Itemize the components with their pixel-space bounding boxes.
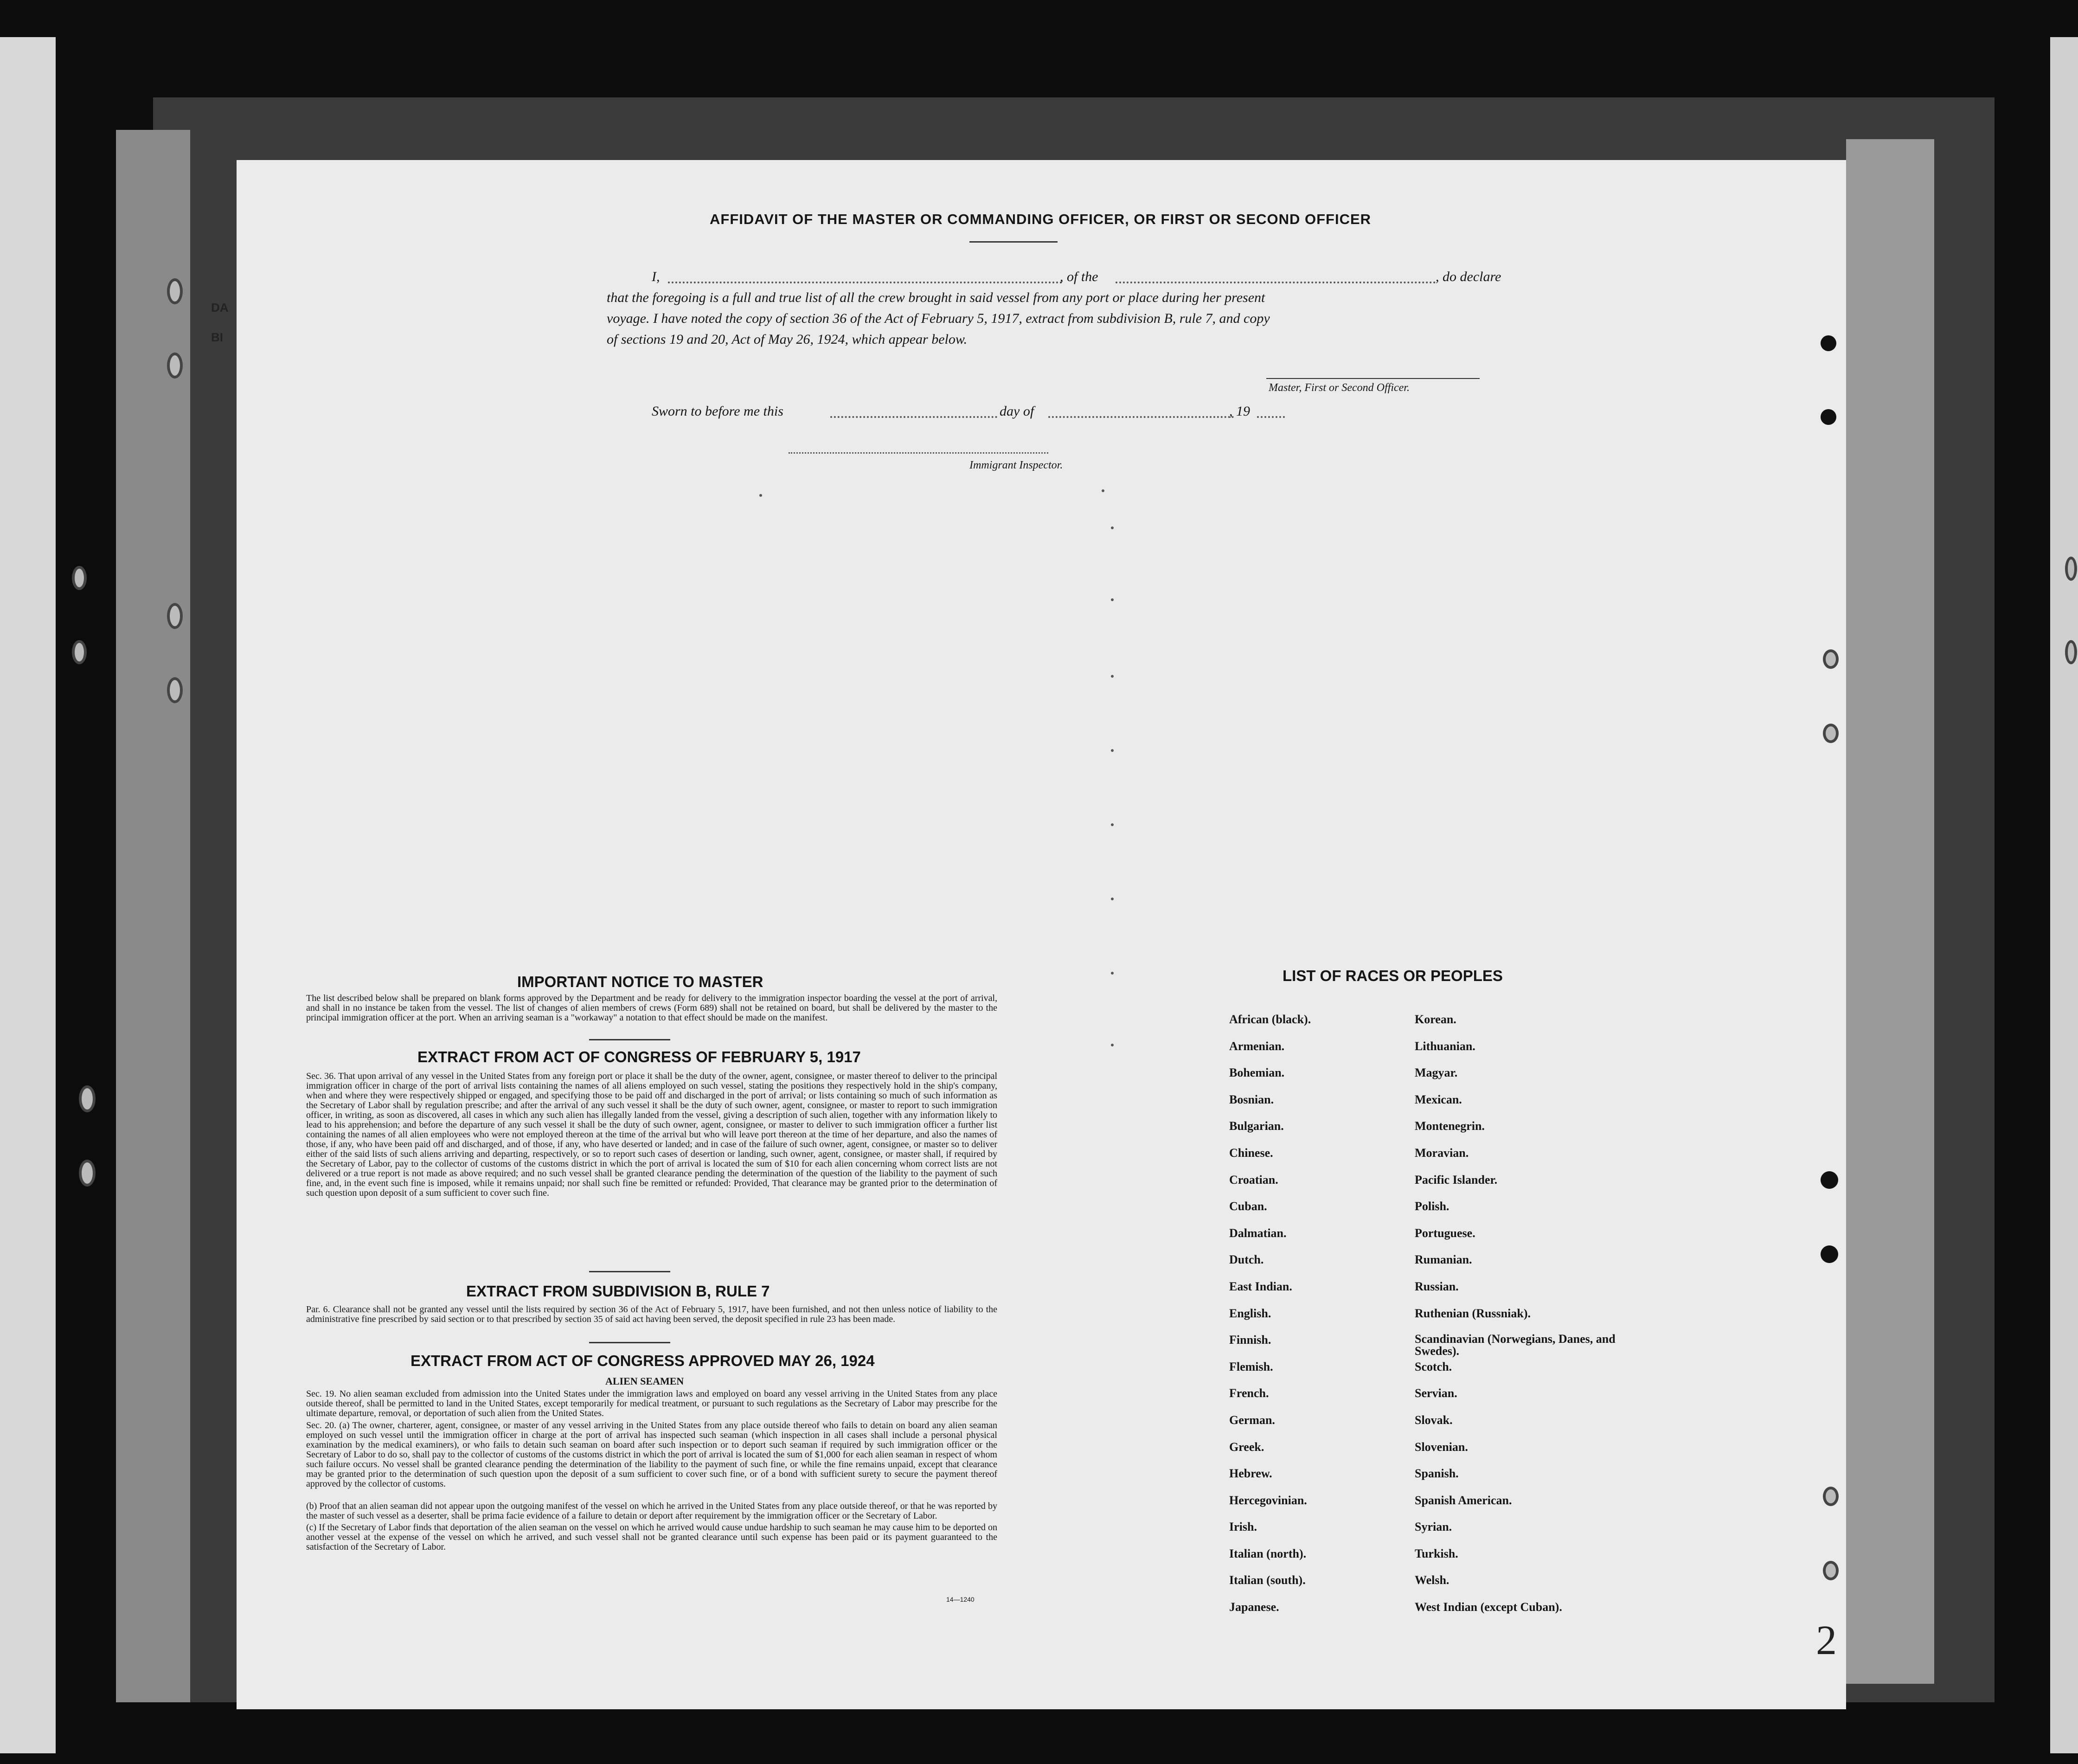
race-item: Chinese. <box>1229 1146 1273 1160</box>
race-item: Finnish. <box>1229 1333 1271 1347</box>
race-item: Hercegovinian. <box>1229 1493 1307 1507</box>
affidavit-line: of sections 19 and 20, Act of May 26, 1924, which appear below. <box>607 332 968 347</box>
year-text: , 19 <box>1229 404 1250 419</box>
year-blank <box>1257 416 1285 418</box>
extract-rule7-title: EXTRACT FROM SUBDIVISION B, RULE 7 <box>466 1283 770 1300</box>
race-item: Japanese. <box>1229 1600 1279 1614</box>
race-item: Spanish. <box>1415 1467 1459 1481</box>
race-item: East Indian. <box>1229 1279 1292 1293</box>
race-item: Welsh. <box>1415 1573 1449 1587</box>
extract-rule7-body: Par. 6. Clearance shall not be granted any vessel until the lists required by section 36 of the Act of February 5, 1917, have been furnished, and not then unless notice of liability to the administrative fine prescribed by said section or to that prescribed by section 35 of said act having been served, the deposit specified in rule 23 has been made. <box>306 1304 997 1324</box>
signature-line <box>1266 378 1480 379</box>
race-item: Lithuanian. <box>1415 1039 1475 1053</box>
race-item: English. <box>1229 1306 1271 1320</box>
race-item: African (black). <box>1229 1013 1311 1026</box>
race-item: Portuguese. <box>1415 1226 1475 1240</box>
race-item: German. <box>1229 1413 1275 1427</box>
race-item: Greek. <box>1229 1440 1264 1454</box>
manifest-back-page <box>237 160 1846 1709</box>
section-20a-text: Sec. 20. (a) The owner, charterer, agent, consignee, or master of any vessel arriving in the United States from any place outside thereof who fails to detain on board any alien seaman employed on such vessel until the immigration officer in charge at the port of arrival has inspected such seaman (which inspection in all cases shall include a personal physical examination by the medical examiners), or who fails to detain such seaman on board after such inspection or to deport such seaman if required by such immigration officer or the Secretary of Labor to do so, shall pay to the collector of customs of the customs district in which the port of arrival is located the sum of $1,000 for each alien seaman in respect of whom such failure occurs. No vessel shall be granted clearance pending the determination of the liability to the payment of such fine, or while the fine remains unpaid, except that clearance may be granted prior to the determination of such question upon the deposit of a sum sufficient to cover such fine, or of a bond with sufficient surety to secure the payment thereof approved by the collector of customs. <box>306 1420 997 1489</box>
stray-mark <box>759 494 762 497</box>
race-item: West Indian (except Cuban). <box>1415 1600 1562 1614</box>
day-of-text: day of <box>1000 404 1034 419</box>
name-blank <box>668 282 1062 283</box>
race-item: Armenian. <box>1229 1039 1285 1053</box>
race-item: Polish. <box>1415 1200 1449 1213</box>
race-item: Ruthenian (Russniak). <box>1415 1306 1531 1320</box>
binder-hole-icon <box>2065 640 2077 664</box>
binder-hole-icon <box>167 603 183 629</box>
race-item: Rumanian. <box>1415 1253 1472 1267</box>
races-right-column <box>1415 1013 1619 1627</box>
stray-mark <box>1111 526 1114 529</box>
race-item: Pacific Islander. <box>1415 1173 1498 1187</box>
race-item: Cuban. <box>1229 1200 1267 1213</box>
binder-hole-icon <box>1823 724 1839 743</box>
notice-title: IMPORTANT NOTICE TO MASTER <box>517 973 763 990</box>
race-item: Dutch. <box>1229 1253 1264 1267</box>
race-item: Dalmatian. <box>1229 1226 1287 1240</box>
binder-hole-icon <box>79 1085 96 1112</box>
sworn-text: Sworn to before me this <box>652 404 783 419</box>
affidavit-of-the: , of the <box>1060 269 1098 284</box>
race-item: Syrian. <box>1415 1520 1452 1534</box>
section-divider <box>589 1271 670 1272</box>
race-item: Hebrew. <box>1229 1467 1272 1481</box>
race-item: Scotch. <box>1415 1360 1452 1373</box>
race-item: Spanish American. <box>1415 1493 1512 1507</box>
alien-seamen-subtitle: ALIEN SEAMEN <box>605 1375 684 1387</box>
binder-hole-icon <box>2065 557 2077 581</box>
section-divider <box>589 1342 670 1343</box>
punch-hole-icon <box>1821 335 1836 351</box>
stray-mark <box>1102 489 1104 492</box>
race-item: Croatian. <box>1229 1173 1278 1187</box>
race-item: French. <box>1229 1386 1269 1400</box>
race-item: Bulgarian. <box>1229 1119 1284 1133</box>
punch-hole-icon <box>1821 409 1836 425</box>
race-item: Korean. <box>1415 1013 1456 1026</box>
stray-mark <box>1111 972 1114 975</box>
race-item: Italian (south). <box>1229 1573 1306 1587</box>
binder-hole-icon <box>1823 649 1839 669</box>
punch-hole-icon <box>1821 1245 1838 1263</box>
form-number: 14—1240 <box>946 1596 975 1603</box>
race-item: Mexican. <box>1415 1092 1462 1106</box>
binder-hole-icon <box>72 640 87 664</box>
section-19-text: Sec. 19. No alien seaman excluded from admission into the United States under the immigration laws and employed on board any vessel arriving in the United States from any place outside thereof, shall be permitted to land in the United States, except temporarily for medical treatment, or pursuant to such regulations as the Secretary of Labor may prescribe for the ultimate departure, removal, or deportation of such alien from the United States. <box>306 1389 997 1418</box>
races-title: LIST OF RACES OR PEOPLES <box>1283 967 1503 984</box>
races-left-column <box>1229 1013 1415 1627</box>
title-underline <box>969 241 1058 243</box>
stray-mark <box>1111 823 1114 826</box>
inspector-caption: Immigrant Inspector. <box>969 459 1063 471</box>
underlying-tab-label: BI <box>211 330 223 344</box>
punch-hole-icon <box>1821 1171 1838 1189</box>
stray-mark <box>1111 749 1114 752</box>
left-backing-strip <box>0 37 56 1753</box>
affidavit-line: voyage. I have noted the copy of section 36 of the Act of February 5, 1917, extract from subdivision B, rule 7, and copy <box>607 311 1270 326</box>
race-item: Slovenian. <box>1415 1440 1468 1454</box>
signature-caption: Master, First or Second Officer. <box>1269 382 1410 394</box>
underlying-tab-label: DA <box>211 301 229 314</box>
binder-hole-icon <box>167 353 183 378</box>
binder-hole-icon <box>79 1160 96 1187</box>
affidavit-declare: , do declare <box>1436 269 1501 284</box>
race-item: Montenegrin. <box>1415 1119 1485 1133</box>
extract-1917-body: Sec. 36. That upon arrival of any vessel in the United States from any foreign port or place it shall be the duty of the owner, agent, consignee, or master thereof to deliver to the principal immigration officer in charge of the port of arrival lists containing the names of all aliens employed on such vessel, stating the positions they respectively hold in the ship's company, when and where they were respectively shipped or engaged, and specifying those to be paid off and discharged in the port of arrival; or lists containing so much of such information as the Secretary of Labor shall by regulation prescribe; and after the arrival of any such vessel it shall be the duty of such owner, agent, consignee, or master to report to such immigration officer, in writing, as soon as discovered, all cases in which any such alien has illegally landed from the vessel, giving a description of such alien, together with any information likely to lead to his apprehension; and before the departure of any such vessel it shall be the duty of such owner, agent, consignee, or master to deliver to such immigration officer a further list containing the names of all alien employees who were not employed thereon at the time of the arrival but who will leave port thereon at the time of her departure, and also the names of those, if any, who have been paid off and discharged, and of those, if any, who have deserted or landed; and in case of the failure of such owner, agent, consignee, or master so to deliver either of the said lists of such aliens arriving and departing, respectively, or so to report such cases of desertion or landing, such owner, agent, consignee, or master shall, if required by the Secretary of Labor, pay to the collector of customs of the customs district in which the port of arrival is located the sum of $10 for each alien concerning whom correct lists are not delivered or a true report is not made as above required; and no such vessel shall be granted clearance pending the determination of the question of the liability to the payment of such fine, and, in the event such fine is imposed, while it remains unpaid; nor shall such fine be remitted or refunded: Provided, That clearance may be granted prior to the determination of such question upon deposit of a sum sufficient to cover such fine. <box>306 1071 997 1198</box>
affidavit-title: AFFIDAVIT OF THE MASTER OR COMMANDING OFFICER, OR FIRST OR SECOND OFFICER <box>710 211 1372 227</box>
right-backing-strip <box>2050 37 2078 1753</box>
section-20c-text: (c) If the Secretary of Labor finds that deportation of the alien seaman on the vessel on which he arrived would cause undue hardship to such seaman he may cause him to be deported on another vessel at the expense of the vessel on which he arrived, and such vessel shall not be granted clearance until such expense has been paid or its payment guaranteed to the satisfaction of the Secretary of Labor. <box>306 1522 997 1552</box>
sworn-day-blank <box>830 416 997 418</box>
race-item: Turkish. <box>1415 1546 1458 1560</box>
handwritten-page-number: 2 <box>1816 1617 1837 1663</box>
binder-hole-icon <box>167 278 183 304</box>
stray-mark <box>1111 675 1114 678</box>
race-item: Flemish. <box>1229 1360 1273 1373</box>
section-20b-text: (b) Proof that an alien seaman did not appear upon the outgoing manifest of the vessel on which he arrived in the United States from any place outside thereof, or that he was reported by the master of such vessel as a deserter, shall be prima facie evidence of a failure to detain or deport after requirement by the immigration officer or the Secretary of Labor. <box>306 1501 997 1521</box>
affidavit-i: I, <box>652 269 660 284</box>
race-item: Bohemian. <box>1229 1066 1285 1080</box>
race-item: Servian. <box>1415 1386 1457 1400</box>
race-item: Irish. <box>1229 1520 1257 1534</box>
race-item: Russian. <box>1415 1279 1459 1293</box>
race-item: Magyar. <box>1415 1066 1458 1080</box>
month-blank <box>1048 416 1234 418</box>
extract-1924-title: EXTRACT FROM ACT OF CONGRESS APPROVED MAY 26, 1924 <box>410 1352 875 1369</box>
stray-mark <box>1111 1044 1114 1046</box>
underlying-page-right-edge <box>1846 139 1934 1684</box>
race-item: Scandinavian (Norwegians, Danes, and Swedes). <box>1415 1332 1616 1358</box>
stray-mark <box>1111 598 1114 601</box>
race-item: Bosnian. <box>1229 1092 1274 1106</box>
affidavit-line: that the foregoing is a full and true list of all the crew brought in said vessel from any port or place during her present <box>607 290 1265 305</box>
binder-hole-icon <box>72 566 87 590</box>
notice-body: The list described below shall be prepared on blank forms approved by the Department and be ready for delivery to the immigration inspector boarding the vessel at the port of arrival, and shall in no instance be taken from the vessel. The list of changes of alien members of crews (Form 689) shall not be retained on board, but shall be delivered by the master to the principal immigration officer at the port. When an arriving seaman is a "workaway" a notation to that effect should be made on the manifest. <box>306 993 997 1023</box>
section-divider <box>589 1039 670 1040</box>
vessel-blank <box>1116 282 1436 283</box>
extract-1917-title: EXTRACT FROM ACT OF CONGRESS OF FEBRUARY 5, 1917 <box>417 1048 861 1065</box>
inspector-line <box>789 452 1048 454</box>
race-item: Moravian. <box>1415 1146 1469 1160</box>
binder-hole-icon <box>1823 1561 1839 1580</box>
binder-hole-icon <box>1823 1487 1839 1506</box>
binder-hole-icon <box>167 677 183 703</box>
stray-mark <box>1111 898 1114 900</box>
race-item: Slovak. <box>1415 1413 1453 1427</box>
race-item: Italian (north). <box>1229 1546 1307 1560</box>
